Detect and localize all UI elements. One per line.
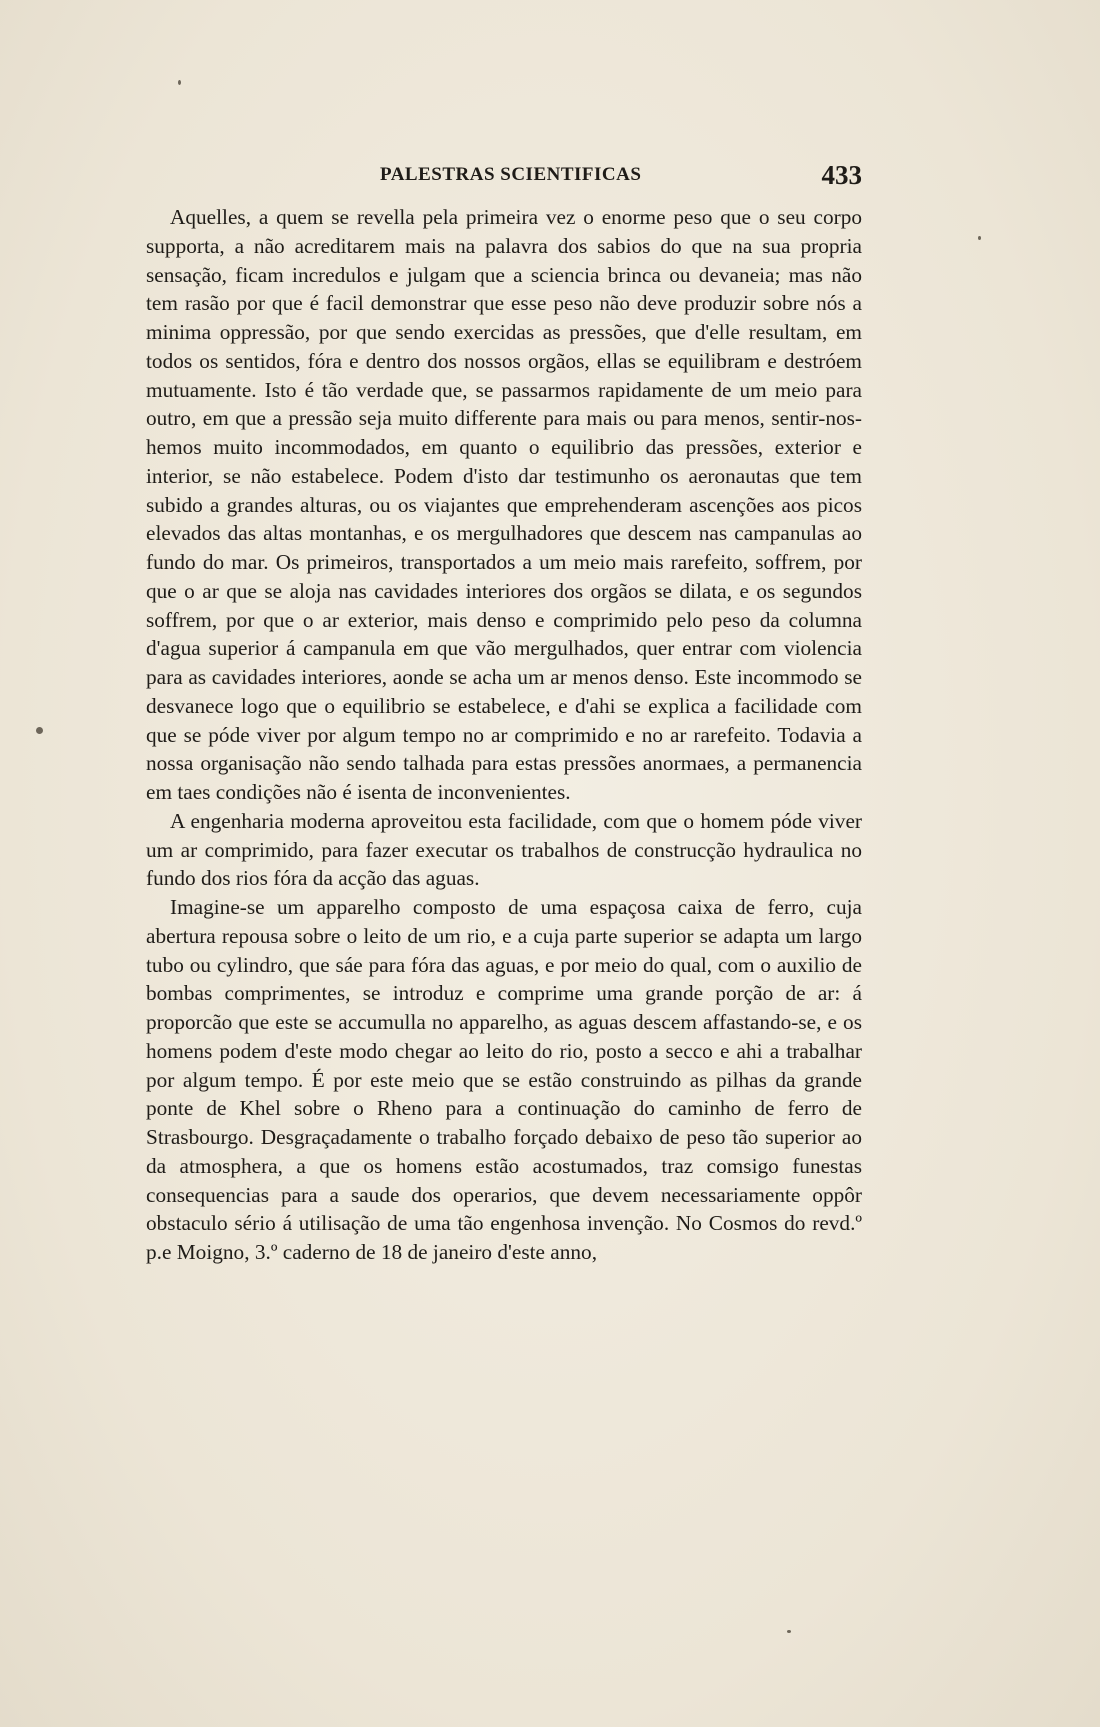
- paragraph: Aquelles, a quem se revella pela primeira vez o enorme peso que o seu corpo supporta, a não acreditarem mais na palavra dos sabios do que na sua propria sensação, ficam incredulos e julgam que a sciencia brinca ou devaneia; mas não tem rasão por que é facil demonstrar que esse peso não deve produzir sobre nós a minima oppressão, por que sendo exercidas as pressões, que d'elle resultam, em todos os sentidos, fóra e dentro dos nossos orgãos, ellas se equilibram e destróem mutuamente. Isto é tão verdade que, se passarmos rapidamente de um meio para outro, em que a pressão seja muito differente para mais ou para menos, sentir-nos-hemos muito incommodados, em quanto o equilibrio das pressões, exterior e interior, se não estabelece. Podem d'isto dar testimunho os aeronautas que tem subido a grandes alturas, ou os viajantes que emprehenderam ascenções aos picos elevados das altas montanhas, e os mergulhadores que descem nas campanulas ao fundo do mar. Os primeiros, transportados a um meio mais rarefeito, soffrem, por que o ar que se aloja nas cavidades interiores dos orgãos se dilata, e os segundos soffrem, por que o ar exterior, mais denso e comprimido pelo peso da columna d'agua superior á campanula em que vão mergulhados, quer entrar com violencia para as cavidades interiores, aonde se acha um ar menos denso. Este incommodo se desvanece logo que o equilibrio se estabelece, e d'ahi se explica a facilidade com que se póde viver por algum tempo no ar comprimido e no ar rarefeito. Todavia a nossa organisação não sendo talhada para estas pressões anormaes, a permanencia em taes condições não é isenta de inconvenientes.: [146, 205, 862, 804]
- page-number: 433: [821, 160, 862, 190]
- paper-speck: [178, 80, 181, 85]
- paper-speck: [787, 1630, 791, 1633]
- page-header: [146, 160, 862, 200]
- paper-speck: [36, 727, 43, 734]
- paper-speck: [978, 236, 981, 240]
- body-text: [146, 203, 862, 1267]
- running-title: PALESTRAS SCIENTIFICAS: [380, 164, 642, 185]
- paragraph: A engenharia moderna aproveitou esta facilidade, com que o homem póde viver um ar comprimido, para fazer executar os trabalhos de construcção hydraulica no fundo dos rios fóra da acção das aguas.: [146, 808, 862, 891]
- paragraph: Imagine-se um apparelho composto de uma espaçosa caixa de ferro, cuja abertura repousa sobre o leito de um rio, e a cuja parte superior se adapta um largo tubo ou cylindro, que sáe para fóra das aguas, e por meio do qual, com o auxilio de bombas comprimentes, se introduz e comprime uma grande porção de ar: á proporcão que este se accumulla no apparelho, as aguas descem affastando-se, e os homens podem d'este modo chegar ao leito do rio, posto a secco e ahi a trabalhar por algum tempo. É por este meio que se estão construindo as pilhas da grande ponte de Khel sobre o Rheno para a continuação do caminho de ferro de Strasbourgo. Desgraçadamente o trabalho forçado debaixo de peso tão superior ao da atmosphera, a que os homens estão acostumados, traz comsigo funestas consequencias para a saude dos operarios, que devem necessariamente oppôr obstaculo sério á utilisação de uma tão engenhosa invenção. No Cosmos do revd.º p.e Moigno, 3.º caderno de 18 de janeiro d'este anno,: [146, 895, 862, 1264]
